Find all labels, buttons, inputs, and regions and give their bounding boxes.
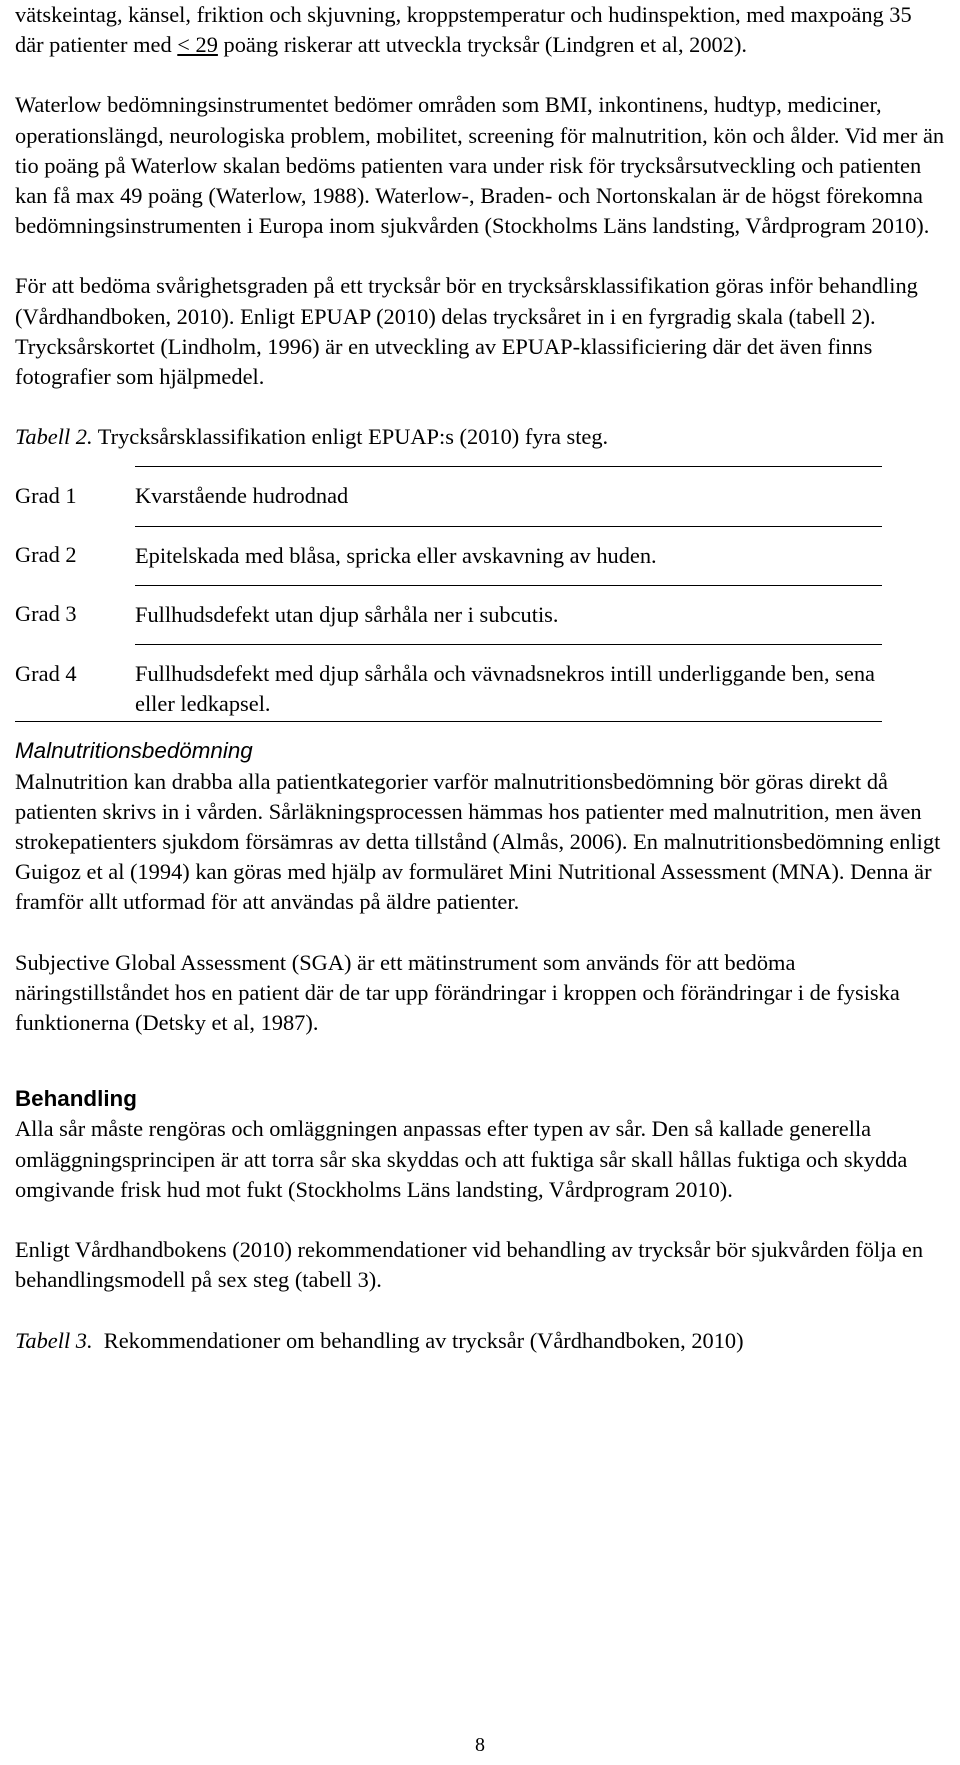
grade-description: Epitelskada med blåsa, spricka eller avskavning av huden. xyxy=(135,526,882,585)
section-heading-treatment: Behandling xyxy=(15,1086,137,1112)
paragraph-sga: Subjective Global Assessment (SGA) är ett mätinstrument som används för att bedöma näringstillståndet hos en patient där de tar upp förändringar i kroppen och förändringar i de fysiska funktionerna (Detsky et al, 1987). xyxy=(15,949,900,1036)
document-page xyxy=(15,0,945,1356)
paragraph-treatment-model: Enligt Vårdhandbokens (2010) rekommendationer vid behandling av trycksår bör sjukvården följa en behandlingsmodell på sex steg (tabell 3). xyxy=(15,1237,924,1293)
table-row xyxy=(15,585,882,644)
grade-description: Fullhudsdefekt med djup sårhåla och vävnadsnekros intill underliggande ben, sena eller ledkapsel. xyxy=(135,645,882,722)
section-heading-malnutrition: Malnutritionsbedömning xyxy=(15,738,253,764)
grade-description: Kvarstående hudrodnad xyxy=(135,467,882,526)
less-equal-symbol: < 29 xyxy=(177,32,218,58)
paragraph-treatment: Alla sår måste rengöras och omläggningen anpassas efter typen av sår. Den så kallade generella omläggningsprincipen är att torra sår ska skyddas och att fuktiga sår skall hållas fuktiga och skydda omgivande frisk hud mot fukt (Stockholms Läns landsting, Vårdprogram 2010). xyxy=(15,1116,908,1202)
table-row xyxy=(15,467,882,526)
grade-label: Grad 3 xyxy=(15,601,77,627)
paragraph-waterlow: Waterlow bedömningsinstrumentet bedömer områden som BMI, inkontinens, hudtyp, mediciner, operationslängd, neurologiska problem, mobilitet, screening för malnutrition, kön och ålder. Vid mer än tio poäng på Waterlow skalan bedöms patienten vara under risk för trycksårsutveckling och patienten kan få max 49 poäng (Waterlow, 1988). Waterlow-, Braden- och Nortonskalan är de högst förekomna bedömningsinstrumenten i Europa inom sjukvården (Stockholms Läns landsting, Vårdprogram 2010). xyxy=(15,92,945,239)
grade-label: Grad 4 xyxy=(15,645,135,722)
grade-label: Grad 1 xyxy=(15,482,77,508)
paragraph-classification: För att bedöma svårighetsgraden på ett trycksår bör en trycksårsklassifikation göras inför behandling (Vårdhandboken, 2010). Enligt EPUAP (2010) delas trycksåret in i en fyrgradig skala (tabell 2). Trycksårskortet (Lindholm, 1996) är en utveckling av EPUAP-klassificiering där det även finns fotografier som hjälpmedel. xyxy=(15,273,918,390)
table3-caption: Tabell 3. Rekommendationer om behandling av trycksår (Vårdhandboken, 2010) xyxy=(15,1327,744,1353)
table2-grades xyxy=(15,466,882,722)
paragraph-malnutrition: Malnutrition kan drabba alla patientkategorier varför malnutritionsbedömning bör göras direkt då patienten skrivs in i vården. Sårläkningsprocessen hämmas hos patienter med malnutrition, men även strokepatienters sjukdom försämras av detta tillstånd (Almås, 2006). En malnutritionsbedömning enligt Guigoz et al (1994) kan göras med hjälp av formuläret Mini Nutritional Assessment (MNA). Denna är framför allt utformad för att användas på äldre patienter. xyxy=(15,768,941,915)
table-row xyxy=(15,526,882,585)
page-number: 8 xyxy=(475,1734,485,1756)
table-row xyxy=(15,645,882,722)
table2-caption: Tabell 2. Trycksårsklassifikation enligt EPUAP:s (2010) fyra steg. xyxy=(15,424,609,450)
grade-description: Fullhudsdefekt utan djup sårhåla ner i subcutis. xyxy=(135,585,882,644)
paragraph-norton-scale: vätskeintag, känsel, friktion och skjuvning, kroppstemperatur och hudinspektion, med maxpoäng 35 där patienter med < 29 poäng riskerar att utveckla trycksår (Lindgren et al, 2002). xyxy=(15,2,912,58)
grade-label: Grad 2 xyxy=(15,542,77,568)
